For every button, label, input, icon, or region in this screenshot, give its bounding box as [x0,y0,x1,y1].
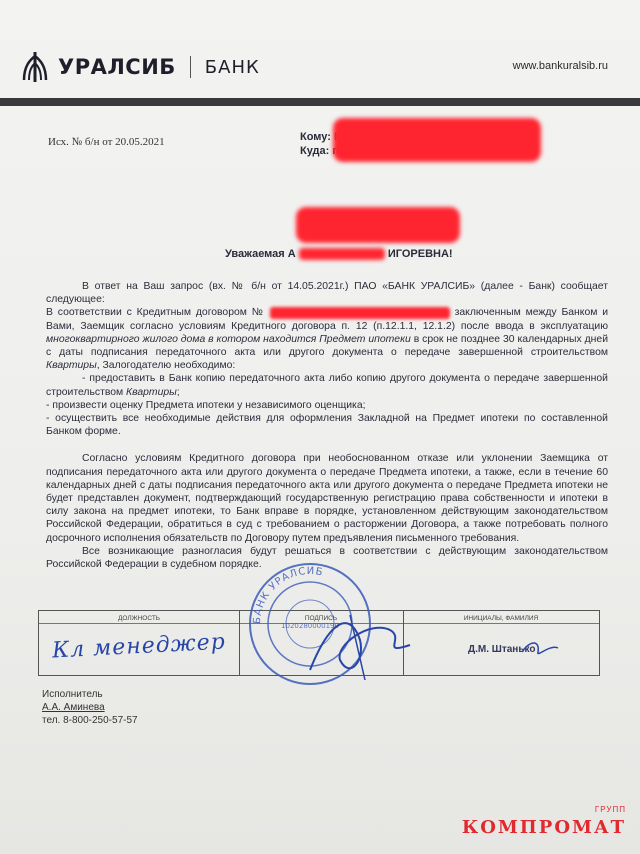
paragraph-disputes: Все возникающие разногласия будут решаться в соответствии с действующим законодательством Российской Федерации в судебном порядке. [46,545,608,571]
brand-suffix: БАНК [204,56,260,78]
uralsib-emblem-icon [20,50,50,84]
executor-label: Исполнитель [42,689,103,700]
stamp-text: БАНК УРАЛСИБ [251,565,325,625]
handwritten-position: Кл менеджер [51,629,227,664]
name-underline-scribble-icon [520,636,560,660]
letter-body [46,280,608,571]
redaction-address [296,207,460,243]
to-label: Кому: [300,131,331,143]
watermark: КОМПРОМАТ [461,817,626,838]
col-name: ИНИЦИАЛЫ, ФАМИЛИЯ [463,615,539,622]
col-position: ДОЛЖНОСТЬ [39,611,240,675]
redaction-name [299,248,385,260]
signatory-name: Д.М. Штанько [468,644,536,655]
list-item-appraisal: - произвести оценку Предмета ипотеки у независимого оценщика; [46,399,366,411]
list-item-copy: - предоставить в Банк копию передаточного акта либо копию другого документа о передаче завершенной строительством Квартиры; [46,373,608,398]
executor-block [42,688,138,727]
outgoing-reference: Исх. № б/н от 20.05.2021 [48,136,165,148]
list-item-mortgage: - осуществить все необходимые действия для оформления Закладной на Предмет ипотеки по составленной Банком форме. [46,413,608,438]
where-label: Куда: [300,145,330,157]
redaction-addressee [333,118,541,162]
paragraph-conditions: В соответствии с Кредитным договором № заключенным между Банком и Вами, Заемщик согласно условиям Кредитного договора п. 12 (п.12.1.1, 12.1.2) после ввода в эксплуатацию многоквартирного жилого дома в котором находится Предмет ипотеки в срок не позднее 30 календарных дней с даты подписания передаточного акта или другого документа о передаче завершенной строительством Квартиры, Залогодателю необходимо: [46,307,609,372]
website-link[interactable]: www.bankuralsib.ru [512,60,608,72]
executor-phone: тел. 8-800-250-57-57 [42,715,138,726]
stamp-number: 1020280000190 [281,622,339,630]
col-signature: ПОДПИСЬ [239,611,404,675]
logo-divider [190,56,191,78]
bank-logo [20,50,260,84]
executor-name: А.А. Аминева [42,702,105,713]
watermark-small: ГРУПП [594,805,626,814]
handwritten-signature-icon [290,600,430,690]
paragraph-refusal: Согласно условиям Кредитного договора при необоснованном отказе или уклонении Заемщика от подписания передаточного акта или другого документа о передаче Предмета ипотеки, а также, если в течение 60 календарных дней с даты подписания передаточного акта или другого документа о передаче Предмета ипотеки не будет представлен документ, подтверждающий государственную регистрацию права собственности и ипотеки в силу закона на предмет ипотеки, то Банк вправе в порядке, установленном действующим законодательством Российской Федерации, обратиться в суд с требованием о расторжении Договора, а также потребовать полного досрочного исполнения обязательств по Договору путем предъявления письменного требования. [46,453,608,544]
header-rule [0,98,640,106]
brand-name: УРАЛСИБ [58,55,176,79]
redaction-contract-number [270,307,450,319]
paragraph-intro: В ответ на Ваш запрос (вх. № б/н от 14.05.2021г.) ПАО «БАНК УРАЛСИБ» (далее - Банк) сообщает следующее: [46,281,608,306]
greeting: Уважаемая А ИГОРЕВНА! [225,248,453,260]
